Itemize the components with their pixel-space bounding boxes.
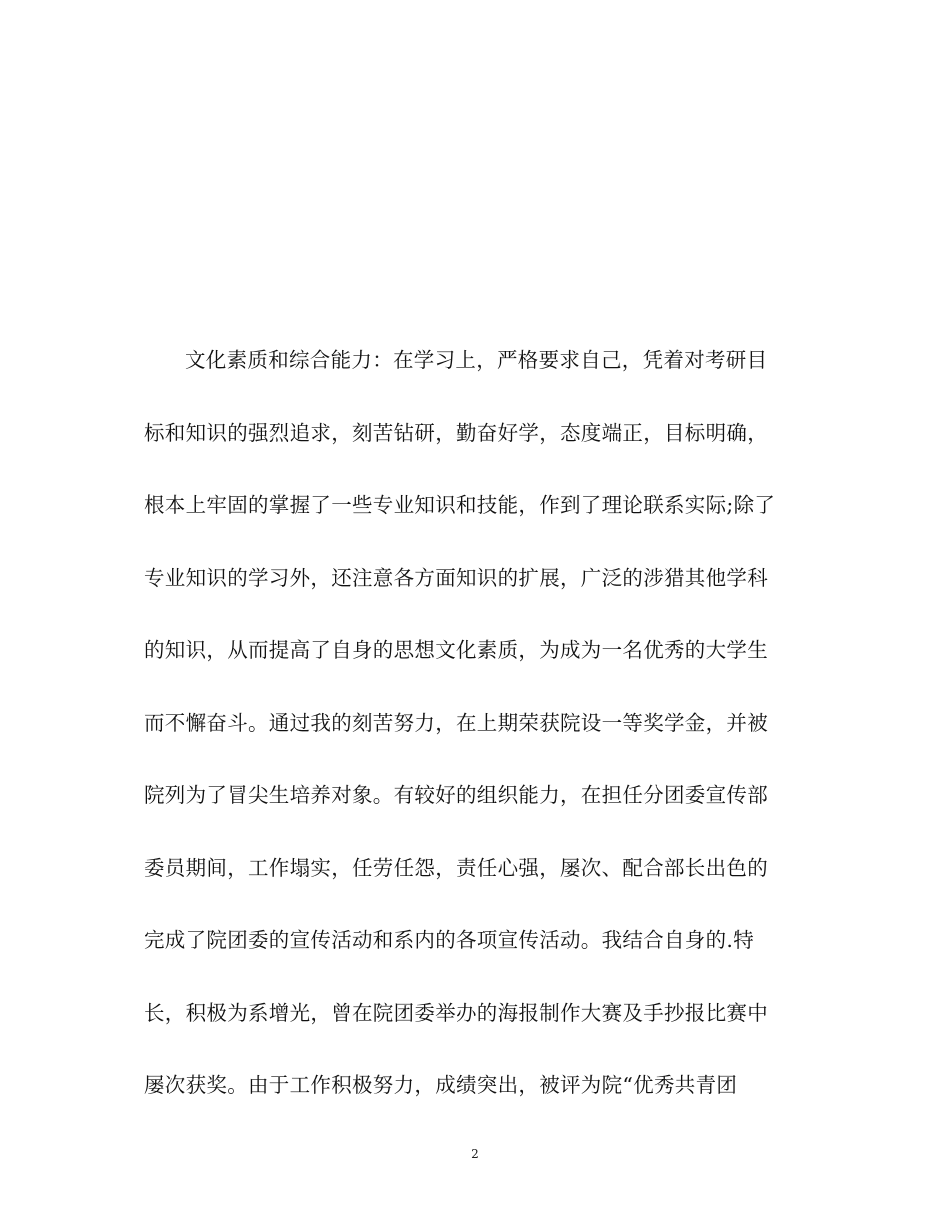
paragraph-line: 委员期间，工作塌实，任劳任怨，责任心强，屡次、配合部长出色的 xyxy=(144,855,768,880)
body-paragraph xyxy=(144,339,814,1137)
paragraph-line: 长，积极为系增光，曾在院团委举办的海报制作大赛及手抄报比赛中 xyxy=(144,1000,768,1025)
paragraph-line: 完成了院团委的宣传活动和系内的各项宣传活动。我结合自身的.特 xyxy=(144,928,755,952)
paragraph-line: 专业知识的学习外，还注意各方面知识的扩展，广泛的涉猎其他学科 xyxy=(144,565,768,590)
paragraph-line: 院列为了冒尖生培养对象。有较好的组织能力，在担任分团委宣传部 xyxy=(144,783,768,807)
paragraph-line: 屡次获奖。由于工作积极努力，成绩突出，被评为院“优秀共青团 xyxy=(144,1073,738,1097)
paragraph-line: 的知识，从而提高了自身的思想文化素质，为成为一名优秀的大学生 xyxy=(144,638,768,662)
paragraph-line: 而不懈奋斗。通过我的刻苦努力，在上期荣获院设一等奖学金，并被 xyxy=(144,710,768,735)
paragraph-line: 根本上牢固的掌握了一些专业知识和技能，作到了理论联系实际;除了 xyxy=(144,493,776,517)
paragraph-line: 标和知识的强烈追求，刻苦钻研，勤奋好学，态度端正，目标明确， xyxy=(144,420,768,445)
paragraph-line: 文化素质和综合能力：在学习上，严格要求自己，凭着对考研目 xyxy=(185,348,768,372)
page-number: 2 xyxy=(471,1147,479,1161)
